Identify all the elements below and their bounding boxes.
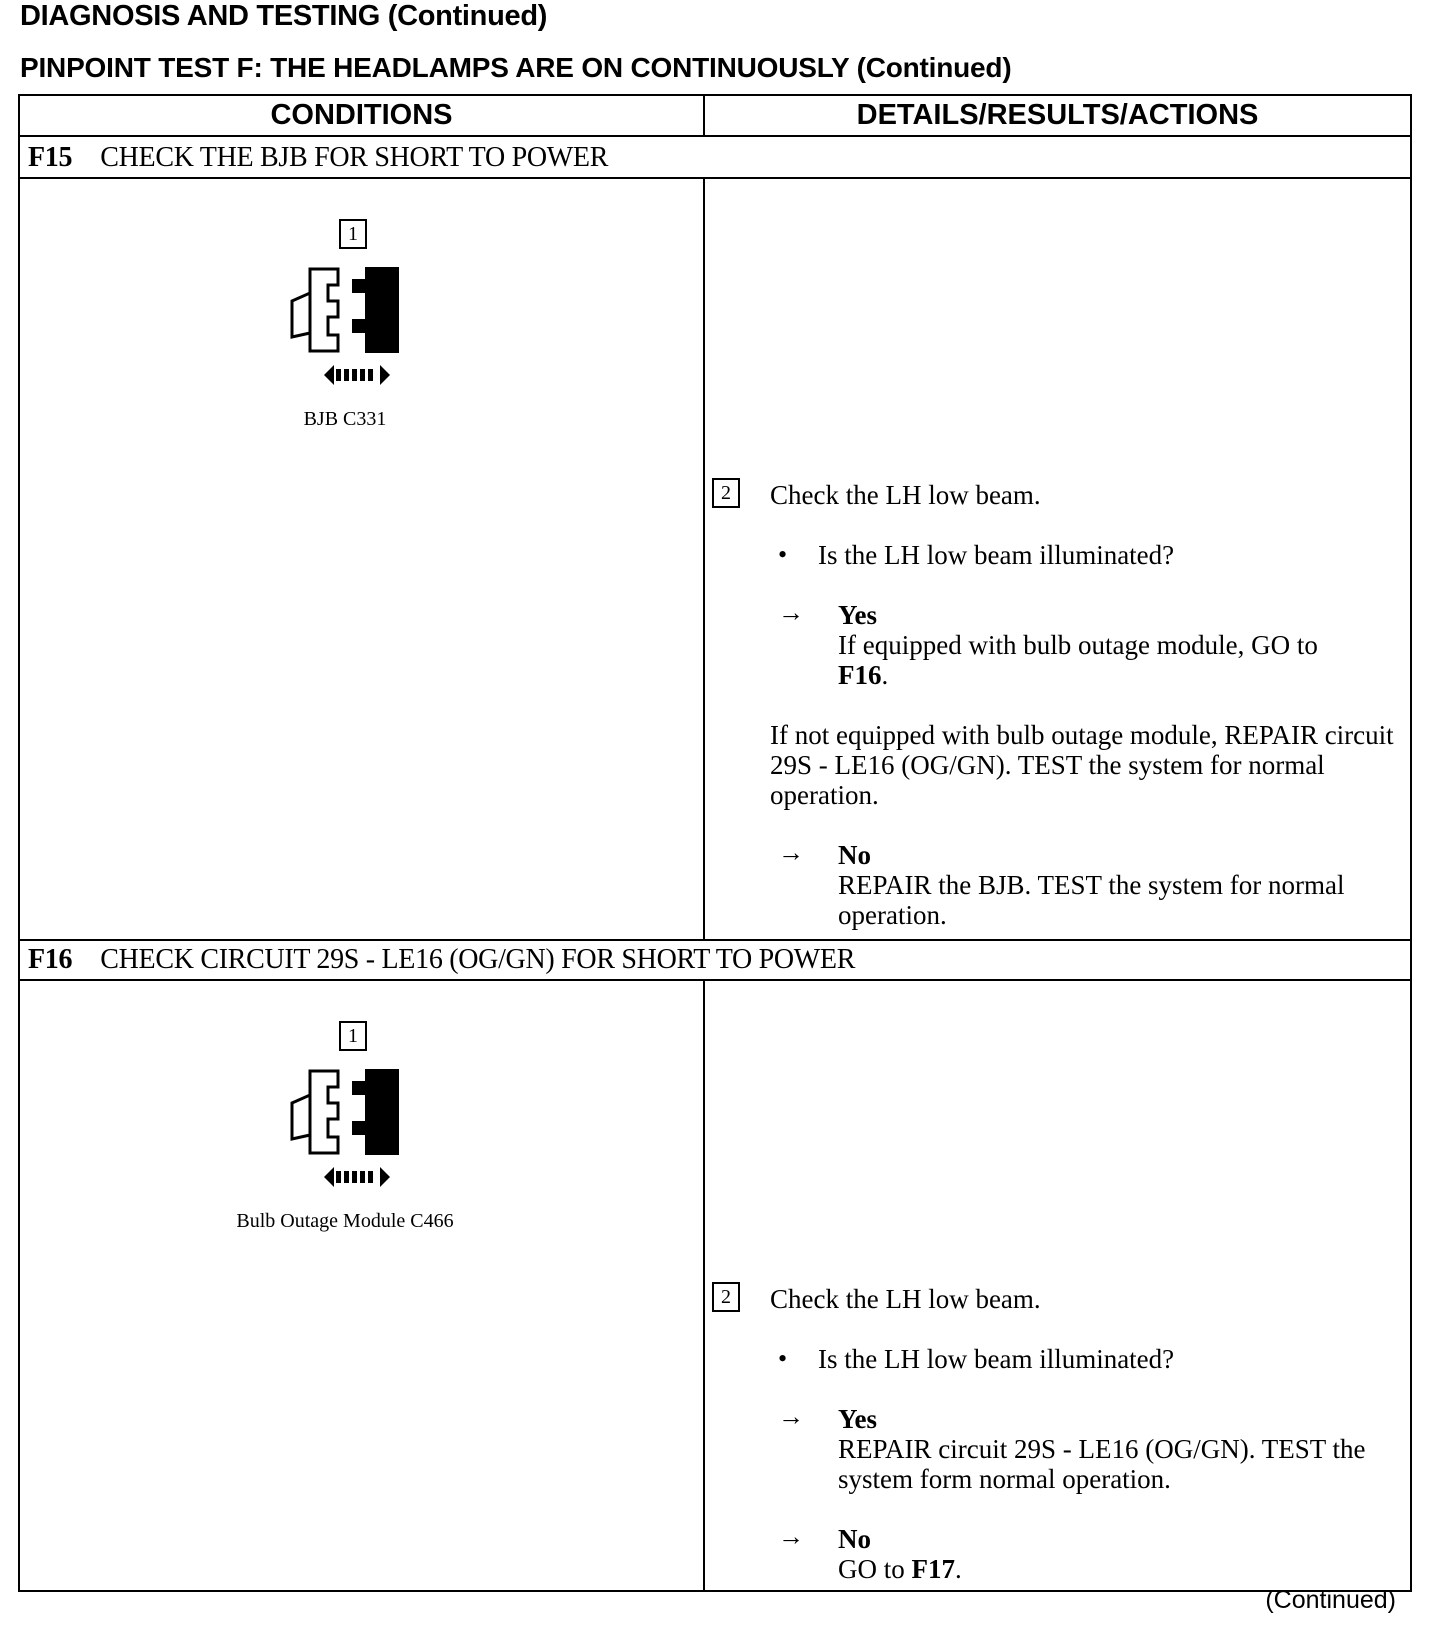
step-number-box: 2 — [712, 478, 740, 508]
step-title-text: CHECK THE BJB FOR SHORT TO POWER — [100, 142, 609, 173]
test-question: Is the LH low beam illuminated? — [818, 1344, 1175, 1374]
step-number-box: 1 — [339, 219, 367, 249]
table-border-top — [18, 94, 1412, 96]
step-title-text: CHECK CIRCUIT 29S - LE16 (OG/GN) FOR SHORT TO POWER — [100, 944, 856, 975]
connector-disconnect-icon — [280, 255, 480, 395]
f16-title-divider — [18, 979, 1412, 981]
result-arrow-icon: → — [778, 1402, 804, 1431]
table-border-right — [1410, 94, 1412, 1592]
pinpoint-test-title: PINPOINT TEST F: THE HEADLAMPS ARE ON CONTINUOUSLY (Continued) — [20, 52, 1012, 83]
step-reference: F16 — [838, 660, 882, 690]
f15-column-divider — [703, 177, 705, 941]
step-id: F16 — [28, 944, 73, 975]
result-yes-instruction: If equipped with bulb outage module, GO to — [838, 630, 1318, 660]
f16-column-divider — [703, 979, 705, 1592]
table-border-left — [18, 94, 20, 1592]
column-header-details: DETAILS/RESULTS/ACTIONS — [856, 99, 1259, 131]
step-number-box: 1 — [339, 1021, 367, 1051]
result-yes-text: REPAIR circuit 29S - LE16 (OG/GN). TEST the system form normal operation. — [838, 1434, 1366, 1494]
continued-footer: (Continued) — [1265, 1586, 1396, 1614]
step-title-f16 — [28, 944, 855, 976]
connector-label: Bulb Outage Module C466 — [236, 1210, 454, 1232]
connector-disconnect-icon — [280, 1057, 480, 1197]
test-question: Is the LH low beam illuminated? — [818, 540, 1175, 570]
bullet-icon: • — [778, 1344, 788, 1373]
result-arrow-icon: → — [778, 598, 804, 627]
result-no-instruction: GO to — [838, 1554, 905, 1584]
step-id: F15 — [28, 142, 73, 173]
bullet-icon: • — [778, 540, 788, 569]
result-no-text: REPAIR the BJB. TEST the system for normal operation. — [838, 870, 1345, 930]
result-no-text: GO to F17. — [838, 1554, 962, 1584]
result-yes-text: If equipped with bulb outage module, GO to F16. — [838, 630, 1318, 690]
f15-title-divider — [18, 177, 1412, 179]
result-yes-label: Yes — [838, 600, 877, 630]
result-no-label: No — [838, 840, 871, 870]
action-instruction: Check the LH low beam. — [770, 480, 1041, 510]
result-yes-label: Yes — [838, 1404, 877, 1434]
result-arrow-icon: → — [778, 838, 804, 867]
step-number-box: 2 — [712, 1282, 740, 1312]
table-border-bottom — [18, 1590, 1412, 1592]
result-arrow-icon: → — [778, 1522, 804, 1551]
connector-label: BJB C331 — [303, 408, 387, 430]
page-title: DIAGNOSIS AND TESTING (Continued) — [20, 0, 548, 32]
result-no-label: No — [838, 1524, 871, 1554]
step-reference: F17 — [911, 1554, 955, 1584]
result-yes-alternate-text: If not equipped with bulb outage module, REPAIR circuit 29S - LE16 (OG/GN). TEST the system for normal operation. — [770, 720, 1394, 810]
step-title-f15 — [28, 142, 608, 174]
header-divider — [18, 135, 1412, 137]
f16-top-divider — [18, 939, 1412, 941]
column-header-conditions: CONDITIONS — [270, 99, 453, 131]
action-instruction: Check the LH low beam. — [770, 1284, 1041, 1314]
